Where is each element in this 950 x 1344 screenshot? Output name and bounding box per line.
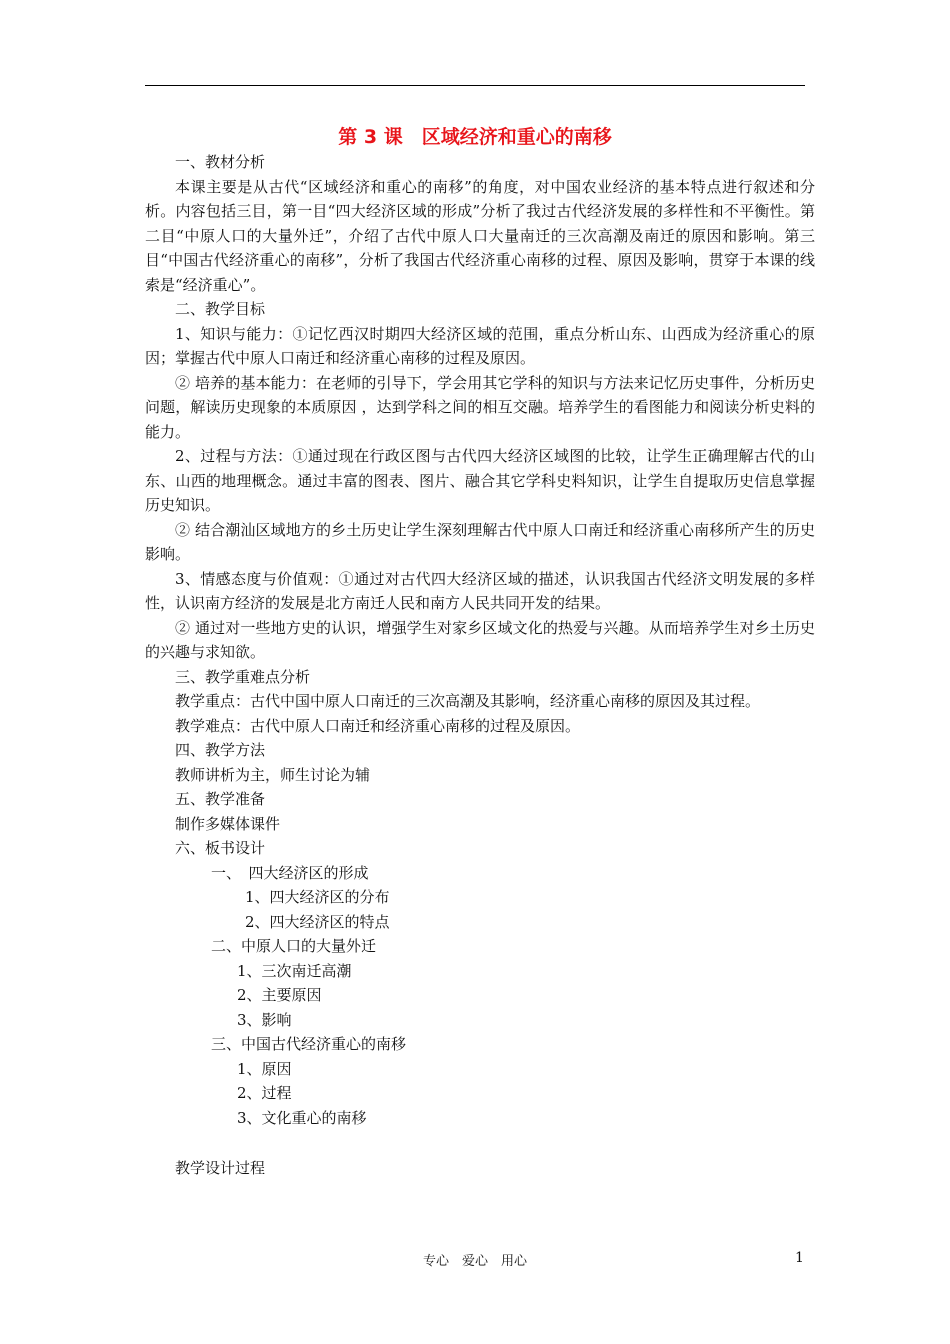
paragraph: 2、主要原因 (237, 986, 322, 1004)
paragraph: 3、情感态度与价值观：①通过对古代四大经济区域的描述，认识我国古代经济文明发展的多样性，认识南方经济的发展是北方南迁人民和南方人民共同开发的结果。 (145, 569, 815, 612)
paragraph: 二、教学目标 (175, 300, 266, 318)
paragraph: 1、三次南迁高潮 (237, 961, 352, 980)
paragraph: 一、 四大经济区的形成 (211, 863, 369, 882)
paragraph: 三、教学重难点分析 (175, 667, 311, 686)
paragraph: 五、教学准备 (175, 790, 266, 808)
paragraph: 一、教材分析 (175, 153, 266, 171)
header-rule (145, 85, 805, 86)
paragraph: 1、四大经济区的分布 (245, 888, 390, 906)
paragraph: 二、中原人口的大量外迁 (211, 937, 377, 955)
paragraph: 3、文化重心的南移 (237, 1108, 367, 1127)
document-body (145, 150, 815, 1181)
paragraph: ② 培养的基本能力：在老师的引导下，学会用其它学科的知识与方法来记忆历史事件，分析历史问题，解读历史现象的本质原因 ，达到学科之间的相互交融。培养学生的看图能力和阅读分析史料的能力。 (145, 373, 815, 441)
paragraph: 1、知识与能力：①记忆西汉时期四大经济区域的范围，重点分析山东、山西成为经济重心的原因；掌握古代中原人口南迁和经济重心南移的过程及原因。 (145, 324, 815, 367)
paragraph: 2、过程与方法：①通过现在行政区图与古代四大经济区域图的比较，让学生正确理解古代的山东、山西的地理概念。通过丰富的图表、图片、融合其它学科史料知识，让学生自提取历史信息掌握历史知识。 (145, 447, 815, 514)
footer-text: 专心 爱心 用心 (422, 1254, 527, 1269)
paragraph: 教学难点：古代中原人口南迁和经济重心南移的过程及原因。 (175, 716, 581, 735)
page-number: 1 (795, 1250, 804, 1266)
paragraph: 2、过程 (237, 1084, 292, 1102)
paragraph: ② 结合潮汕区域地方的乡土历史让学生深刻理解古代中原人口南迁和经济重心南移所产生的历史影响。 (145, 520, 815, 563)
paragraph: 1、原因 (237, 1059, 292, 1078)
document-title: 第 3 课 区域经济和重心的南移 (338, 126, 612, 148)
paragraph: 教师讲析为主，师生讨论为辅 (175, 765, 371, 784)
paragraph: 制作多媒体课件 (175, 814, 281, 833)
paragraph: 六、板书设计 (175, 839, 266, 857)
paragraph: 三、中国古代经济重心的南移 (211, 1035, 407, 1053)
paragraph: 四、教学方法 (175, 741, 266, 759)
paragraph: 3、影响 (237, 1010, 292, 1029)
paragraph: 本课主要是从古代“区域经济和重心的南移”的角度，对中国农业经济的基本特点进行叙述和分析。内容包括三目，第一目“四大经济区域的形成”分析了我过古代经济发展的多样性和不平衡性。第二目“中原人口的大量外迁”，介绍了古代中原人口大量南迁的三次高潮及南迁的原因和影响。第三目“中国古代经济重心的南移”，分析了我国古代经济重心南移的过程、原因及影响，贯穿于本课的线索是“经济重心”。 (145, 177, 815, 294)
paragraph: ② 通过对一些地方史的认识，增强学生对家乡区域文化的热爱与兴趣。从而培养学生对乡土历史的兴趣与求知欲。 (145, 618, 815, 661)
paragraph: 2、四大经济区的特点 (245, 912, 390, 931)
paragraph: 教学重点：古代中国中原人口南迁的三次高潮及其影响，经济重心南移的原因及其过程。 (175, 692, 761, 710)
blank-line (145, 1130, 815, 1156)
paragraph: 教学设计过程 (175, 1159, 266, 1177)
